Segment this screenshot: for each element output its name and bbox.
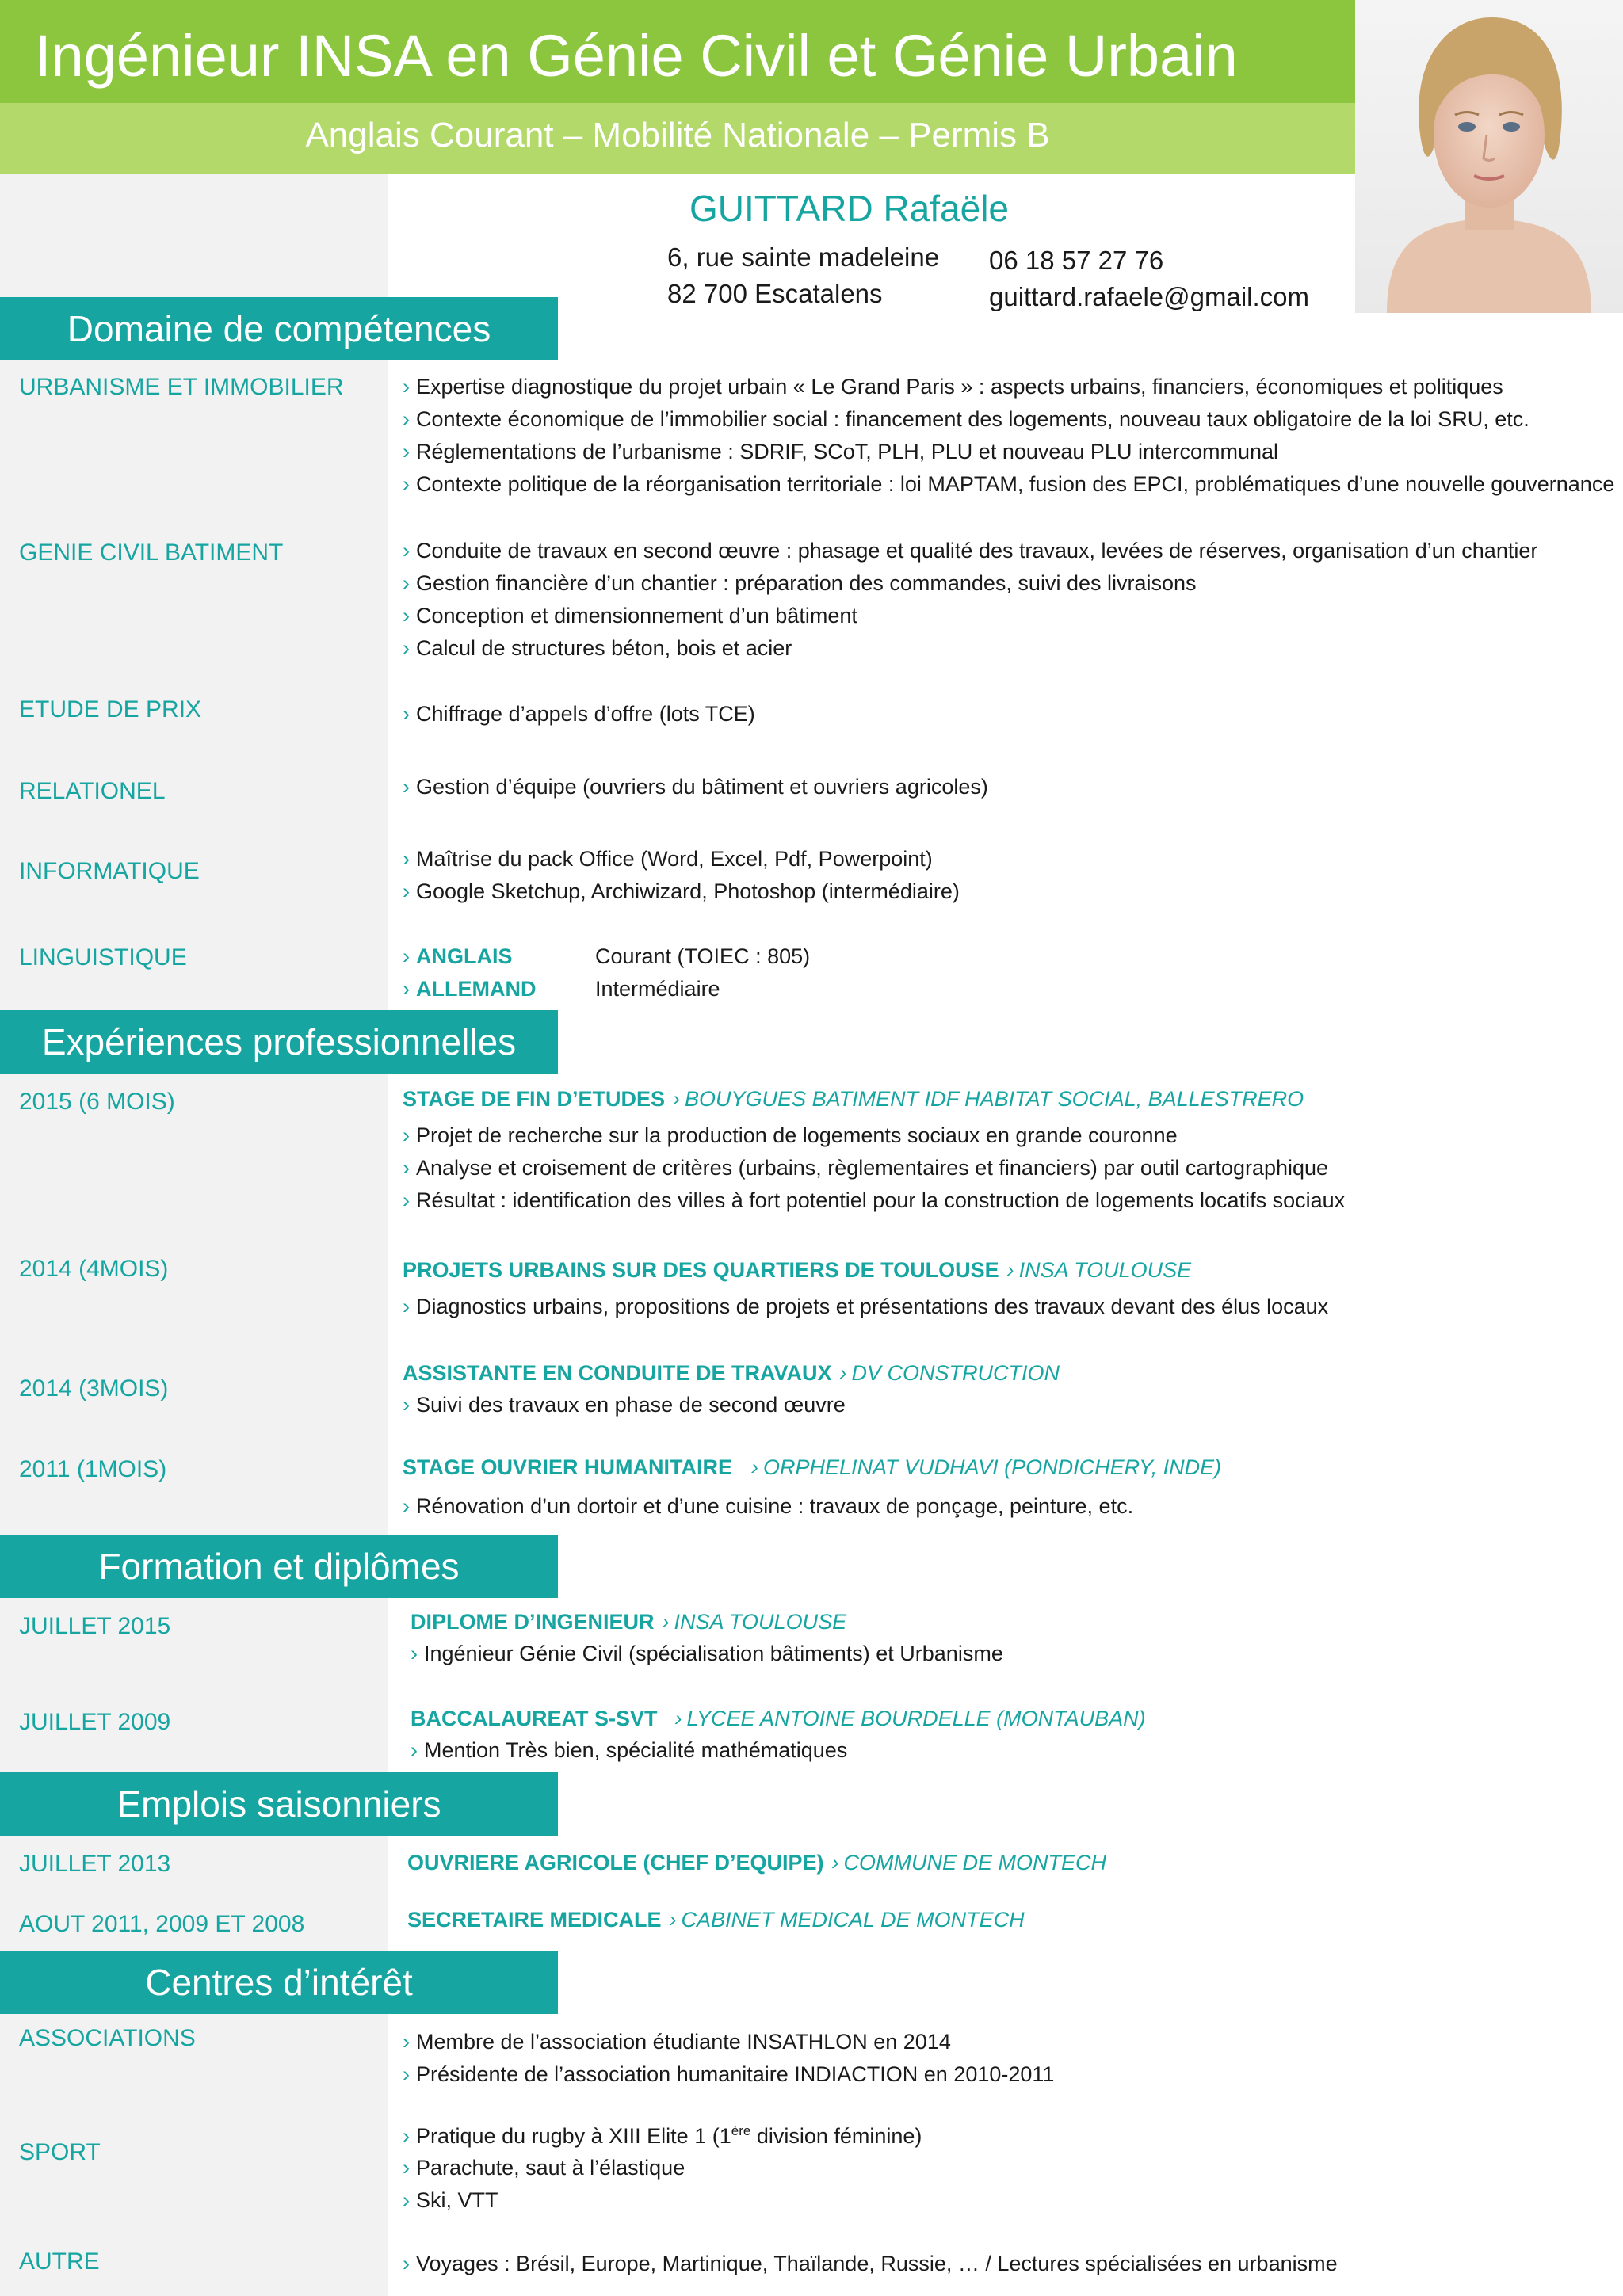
experience-heading: STAGE DE FIN D’ETUDES › BOUYGUES BATIMENT IDF HABITAT SOCIAL, BALLESTRERO [403, 1087, 1304, 1111]
skill-item: › Calcul de structures béton, bois et acier [403, 636, 792, 660]
section-heading-experience: Expériences professionnelles [0, 1010, 558, 1074]
skill-label: LINGUISTIQUE [19, 944, 187, 971]
language-row: › ANGLAIS Courant (TOIEC : 805) [403, 944, 811, 968]
interest-item: › Présidente de l’association humanitaire INDIACTION en 2010-2011 [403, 2062, 1055, 2086]
education-heading: BACCALAUREAT S-SVT › LYCEE ANTOINE BOURDELLE (MONTAUBAN) [411, 1707, 1146, 1730]
experience-heading: PROJETS URBAINS SUR DES QUARTIERS DE TOULOUSE › INSA TOULOUSE [403, 1258, 1192, 1282]
phone: 06 18 57 27 76 [989, 246, 1164, 275]
experience-item: › Diagnostics urbains, propositions de projets et présentations des travaux devant des élus locaux [403, 1295, 1329, 1318]
email: guittard.rafaele@gmail.com [989, 282, 1310, 311]
section-heading-seasonal: Emplois saisonniers [0, 1772, 558, 1836]
skill-item: › Gestion d’équipe (ouvriers du bâtiment et ouvriers agricoles) [403, 775, 988, 799]
seasonal-date: AOUT 2011, 2009 ET 2008 [19, 1911, 305, 1937]
interest-item: › Parachute, saut à l’élastique [403, 2156, 685, 2180]
address-line-2: 82 700 Escatalens [667, 279, 883, 308]
section-heading-skills: Domaine de compétences [0, 297, 558, 360]
skill-label: INFORMATIQUE [19, 858, 200, 884]
experience-item: › Projet de recherche sur la production de logements sociaux en grande couronne [403, 1123, 1178, 1147]
experience-heading: ASSISTANTE EN CONDUITE DE TRAVAUX › DV CONSTRUCTION [403, 1361, 1060, 1385]
skill-item: › Conception et dimensionnement d’un bâtiment [403, 604, 857, 627]
skill-item: › Contexte économique de l’immobilier social : financement des logements, nouveau taux obligatoire de la loi SRU, etc. [403, 407, 1529, 431]
experience-item: › Résultat : identification des villes à fort potentiel pour la construction de logements locatifs sociaux [403, 1188, 1346, 1212]
seasonal-date: JUILLET 2013 [19, 1851, 171, 1877]
education-heading: DIPLOME D’INGENIEUR › INSA TOULOUSE [411, 1610, 847, 1634]
skill-item: › Maîtrise du pack Office (Word, Excel, Pdf, Powerpoint) [403, 847, 933, 871]
section-heading-education: Formation et diplômes [0, 1535, 558, 1598]
experience-heading: STAGE OUVRIER HUMANITAIRE › ORPHELINAT VUDHAVI (PONDICHERY, INDE) [403, 1455, 1222, 1479]
experience-date: 2014 (3MOIS) [19, 1375, 169, 1402]
experience-date: 2014 (4MOIS) [19, 1256, 169, 1282]
skill-item: › Expertise diagnostique du projet urbain « Le Grand Paris » : aspects urbains, financiers, économiques et politiques [403, 375, 1503, 399]
language-row: › ALLEMAND Intermédiaire [403, 977, 720, 1001]
seasonal-heading: SECRETAIRE MEDICALE › CABINET MEDICAL DE MONTECH [407, 1908, 1025, 1932]
address-line-1: 6, rue sainte madeleine [667, 242, 940, 272]
skill-item: › Conduite de travaux en second œuvre : phasage et qualité des travaux, levées de réserves, organisation d’un chantier [403, 539, 1538, 563]
skill-item: › Chiffrage d’appels d’offre (lots TCE) [403, 702, 755, 726]
skill-label: ETUDE DE PRIX [19, 696, 202, 723]
interest-label: AUTRE [19, 2248, 100, 2275]
experience-item: › Suivi des travaux en phase de second œuvre [403, 1393, 846, 1417]
skill-label: RELATIONEL [19, 778, 166, 804]
interest-label: SPORT [19, 2139, 101, 2165]
skill-item: › Contexte politique de la réorganisation territoriale : loi MAPTAM, fusion des EPCI, problématiques d’une nouvelle gouvernance [403, 472, 1615, 496]
interest-item: › Voyages : Brésil, Europe, Martinique, Thaïlande, Russie, … / Lectures spécialisées en urbanisme [403, 2252, 1338, 2275]
experience-item: › Analyse et croisement de critères (urbains, règlementaires et financiers) par outil cartographique [403, 1156, 1329, 1180]
education-item: › Ingénieur Génie Civil (spécialisation bâtiments) et Urbanisme [411, 1642, 1003, 1665]
skill-item: › Réglementations de l’urbanisme : SDRIF, SCoT, PLH, PLU et nouveau PLU intercommunal [403, 440, 1279, 463]
interest-item: › Ski, VTT [403, 2188, 498, 2212]
profile-photo [1355, 0, 1623, 313]
skill-item: › Gestion financière d’un chantier : préparation des commandes, suivi des livraisons [403, 571, 1197, 595]
skill-label: URBANISME ET IMMOBILIER [19, 374, 344, 400]
skill-label: GENIE CIVIL BATIMENT [19, 540, 284, 566]
page-title: Ingénieur INSA en Génie Civil et Génie Urbain [35, 23, 1238, 89]
experience-date: 2015 (6 MOIS) [19, 1089, 175, 1115]
education-item: › Mention Très bien, spécialité mathématiques [411, 1738, 848, 1762]
page-subtitle: Anglais Courant – Mobilité Nationale – Permis B [305, 116, 1050, 154]
skill-item: › Google Sketchup, Archiwizard, Photoshop (intermédiaire) [403, 879, 960, 903]
education-date: JUILLET 2015 [19, 1613, 171, 1639]
interest-item: › Pratique du rugby à XIII Elite 1 (1ère division féminine) [403, 2123, 922, 2148]
interest-item: › Membre de l’association étudiante INSATHLON en 2014 [403, 2030, 951, 2054]
person-name: GUITTARD Rafaële [689, 188, 1010, 229]
experience-date: 2011 (1MOIS) [19, 1456, 167, 1482]
section-heading-interests: Centres d’intérêt [0, 1951, 558, 2014]
seasonal-heading: OUVRIERE AGRICOLE (CHEF D’EQUIPE) › COMMUNE DE MONTECH [407, 1851, 1107, 1875]
education-date: JUILLET 2009 [19, 1709, 171, 1735]
interest-label: ASSOCIATIONS [19, 2025, 196, 2051]
experience-item: › Rénovation d’un dortoir et d’une cuisine : travaux de ponçage, peinture, etc. [403, 1494, 1134, 1518]
